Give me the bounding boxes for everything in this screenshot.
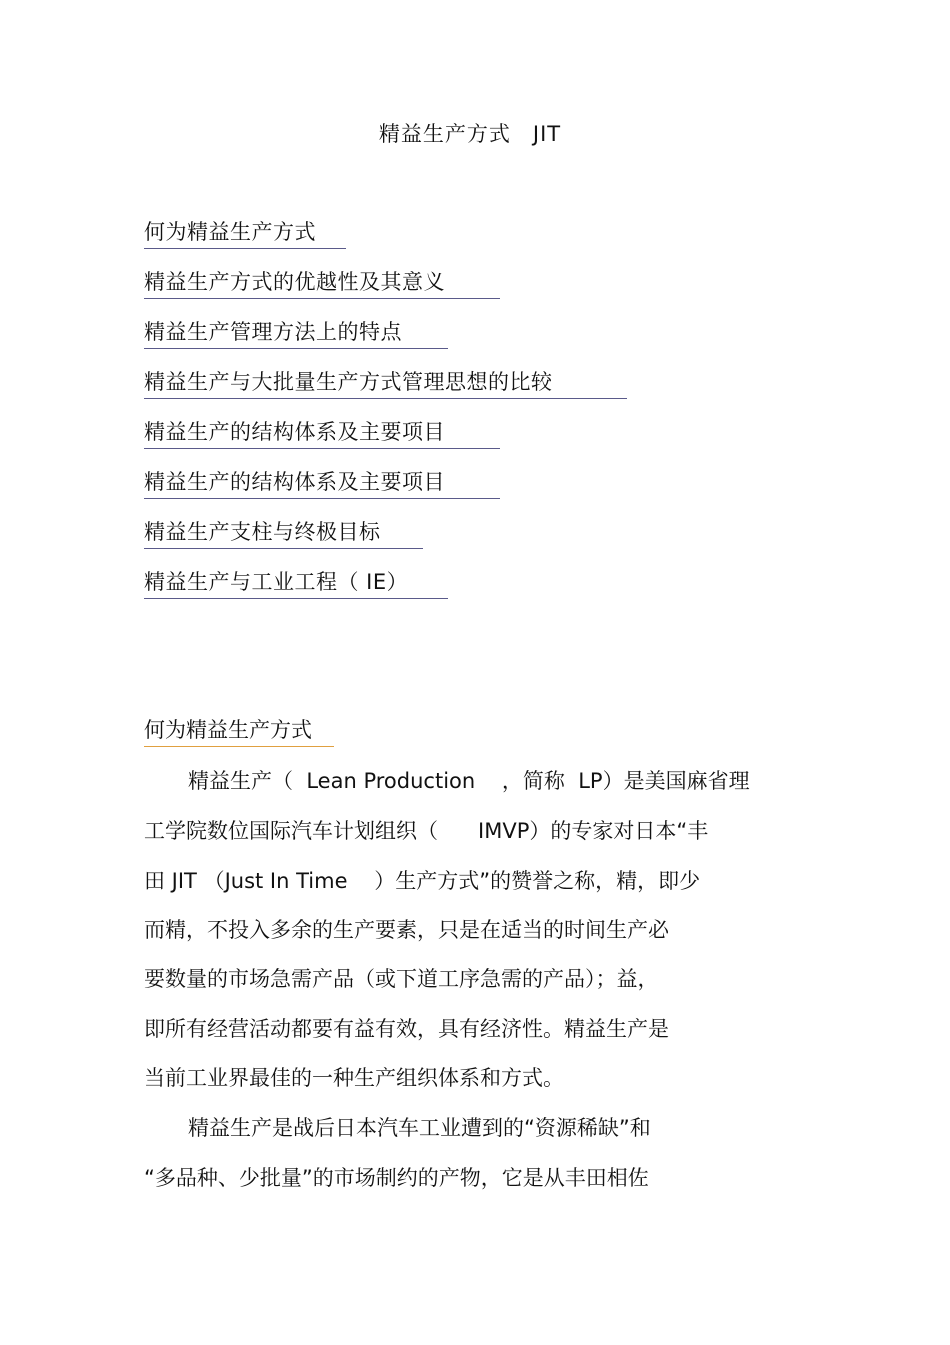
title-main: 精益生产方式: [378, 122, 511, 146]
paragraph-line: 精益生产（ Lean Production ，简称 LP）是美国麻省理: [188, 769, 750, 793]
toc-link-6[interactable]: 精益生产的结构体系及主要项目: [144, 466, 500, 499]
toc-link-5[interactable]: 精益生产的结构体系及主要项目: [144, 416, 500, 449]
paragraph-line: “多品种、少批量”的市场制约的产物，它是从丰田相佐: [144, 1166, 649, 1190]
paragraph-line: 当前工业界最佳的一种生产组织体系和方式。: [144, 1066, 564, 1090]
toc-link-2[interactable]: 精益生产方式的优越性及其意义: [144, 266, 500, 299]
paragraph-line: 要数量的市场急需产品（或下道工序急需的产品）；益，: [144, 967, 659, 991]
paragraph-line: 即所有经营活动都要有益有效，具有经济性。精益生产是: [144, 1017, 669, 1041]
paragraph-line: 精益生产是战后日本汽车工业遭到的“资源稀缺”和: [188, 1116, 651, 1140]
toc-link-1[interactable]: 何为精益生产方式: [144, 216, 346, 249]
title-latin: JIT: [532, 122, 562, 146]
section-heading: 何为精益生产方式: [144, 714, 334, 747]
paragraph-line: 工学院数位国际汽车计划组织（ IMVP）的专家对日本“丰: [144, 819, 709, 843]
page-title: [0, 118, 940, 148]
toc-link-8[interactable]: 精益生产与工业工程（ IE）: [144, 566, 448, 599]
paragraph-line: 而精，不投入多余的生产要素，只是在适当的时间生产必: [144, 918, 669, 942]
toc-link-7[interactable]: 精益生产支柱与终极目标: [144, 516, 423, 549]
toc-link-4[interactable]: 精益生产与大批量生产方式管理思想的比较: [144, 366, 627, 399]
toc-link-3[interactable]: 精益生产管理方法上的特点: [144, 316, 448, 349]
paragraph-line: 田 JIT （Just In Time ）生产方式”的赞誉之称，精，即少: [144, 869, 701, 893]
